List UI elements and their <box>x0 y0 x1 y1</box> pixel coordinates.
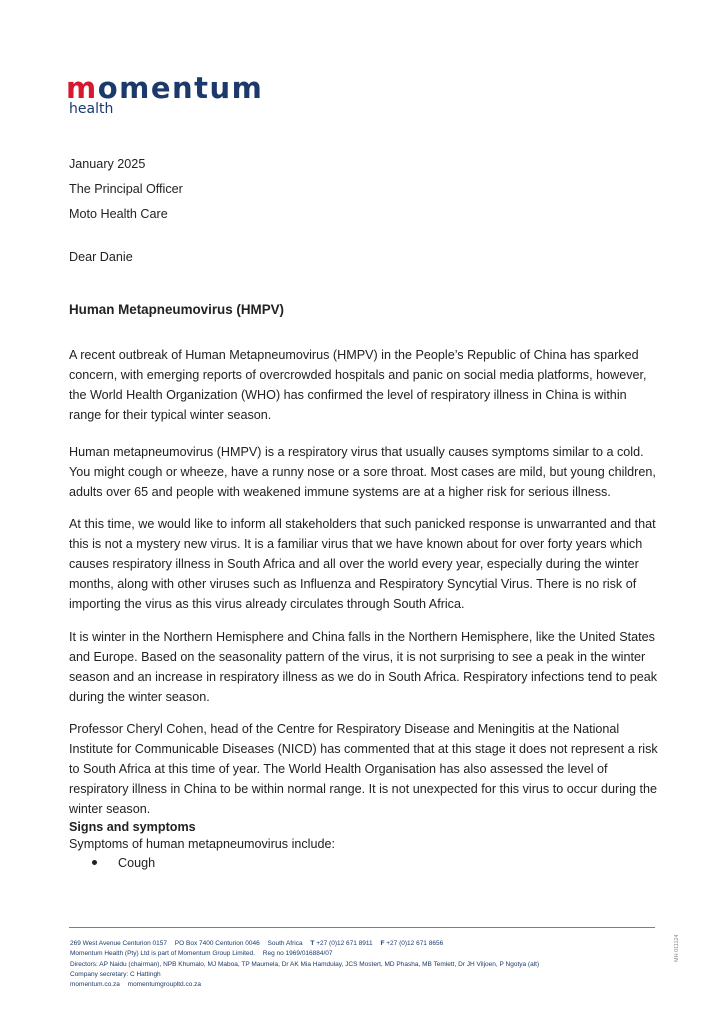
footer-websites <box>70 980 539 990</box>
footer-street-address: 269 West Avenue Centurion 0157 <box>70 940 167 947</box>
footer-tel: +27 (0)12 671 8911 <box>316 940 373 947</box>
letter-subject: Human Metapneumovirus (HMPV) <box>69 302 285 317</box>
list-item <box>90 853 155 873</box>
paragraph-3: At this time, we would like to inform all stakeholders that such panicked response is unwarranted and that this is not a mystery new virus. It is a familiar virus that we have known about for over forty years which causes respiratory illness in South Africa and all over the world every year, especially during the winter months, along with other viruses such as Influenza and Respiratory Syncytial Virus. There is no risk of importing the virus as this virus already circulates through South Africa. <box>69 517 656 611</box>
footer-tel-label: T <box>310 940 315 947</box>
recipient-organisation: Moto Health Care <box>69 207 168 221</box>
footer-group-website-link[interactable]: momentumgroupltd.co.za <box>127 981 202 989</box>
logo-wordmark <box>66 71 264 105</box>
footer-company: Momentum Health (Pty) Ltd is part of Momentum Group Limited. <box>70 950 255 958</box>
paragraph-2: Human metapneumovirus (HMPV) is a respiratory virus that usually causes symptoms similar to a cold. You might cough or wheeze, have a runny nose or a sore throat. Most cases are mild, but young children, adults over 65 and people with weakened immune systems are at a higher risk for serious illness. <box>69 445 656 499</box>
footer-fax-label: F <box>380 940 385 947</box>
paragraph-1: A recent outbreak of Human Metapneumovirus (HMPV) in the People’s Republic of China has sparked concern, with emerging reports of overcrowded hospitals and panic on social media platforms, however, the World Health Organization (WHO) has confirmed the level of respiratory illness in China is within range for their typical winter season. <box>69 348 647 422</box>
logo-rest: omentum <box>97 71 264 105</box>
footer-regno: Reg no 1969/016884/07 <box>262 950 333 958</box>
footer-directors: Directors: AP Naidu (chairman), NPB Khumalo, MJ Maboa, TP Maumela, Dr AK Mia Hamdulay, JCS Mostert, MD Phasha, MB Temlett, Dr JH Viljoen, P Ngotya (alt) <box>70 960 540 968</box>
footer-country: South Africa <box>267 940 303 947</box>
footer-company-line <box>70 949 539 959</box>
document-reference: MH 011124 <box>674 934 680 962</box>
greeting: Dear Danie <box>69 250 133 264</box>
recipient-block <box>69 154 183 229</box>
letter-date: January 2025 <box>69 157 146 171</box>
footer-divider <box>69 927 655 928</box>
logo-first-letter: m <box>66 71 98 105</box>
recipient-title: The Principal Officer <box>69 182 183 196</box>
footer <box>70 939 539 990</box>
symptom-list <box>90 853 155 873</box>
bullet-icon <box>92 860 97 865</box>
symptom-label: Cough <box>118 856 156 870</box>
paragraph-4: It is winter in the Northern Hemisphere and China falls in the Northern Hemisphere, like the United States and Europe. Based on the seasonality pattern of the virus, it is not surprising to see a peak in the winter season and an increase in respiratory illness as we do in South Africa. Respiratory infections tend to peak during the winter season. <box>69 630 658 704</box>
footer-po-box: PO Box 7400 Centurion 0046 <box>174 940 260 947</box>
footer-address-line <box>70 939 539 949</box>
signs-intro: Symptoms of human metapneumovirus include: <box>69 837 335 851</box>
paragraph-5: Professor Cheryl Cohen, head of the Centre for Respiratory Disease and Meningitis at the National Institute for Communicable Diseases (NICD) has commented that at this stage it does not represent a risk to South Africa at this time of year. The World Health Organisation has also assessed the level of respiratory illness in China to be within normal range. It is not unexpected for this virus to occur during the winter season. <box>69 722 658 816</box>
momentum-health-logo <box>66 71 264 117</box>
footer-secretary: Company secretary: C Hattingh <box>70 970 161 978</box>
footer-fax: +27 (0)12 671 8656 <box>386 940 444 947</box>
signs-heading: Signs and symptoms <box>69 820 196 834</box>
footer-website-link[interactable]: momentum.co.za <box>70 981 120 989</box>
logo-subtitle: health <box>69 101 114 117</box>
